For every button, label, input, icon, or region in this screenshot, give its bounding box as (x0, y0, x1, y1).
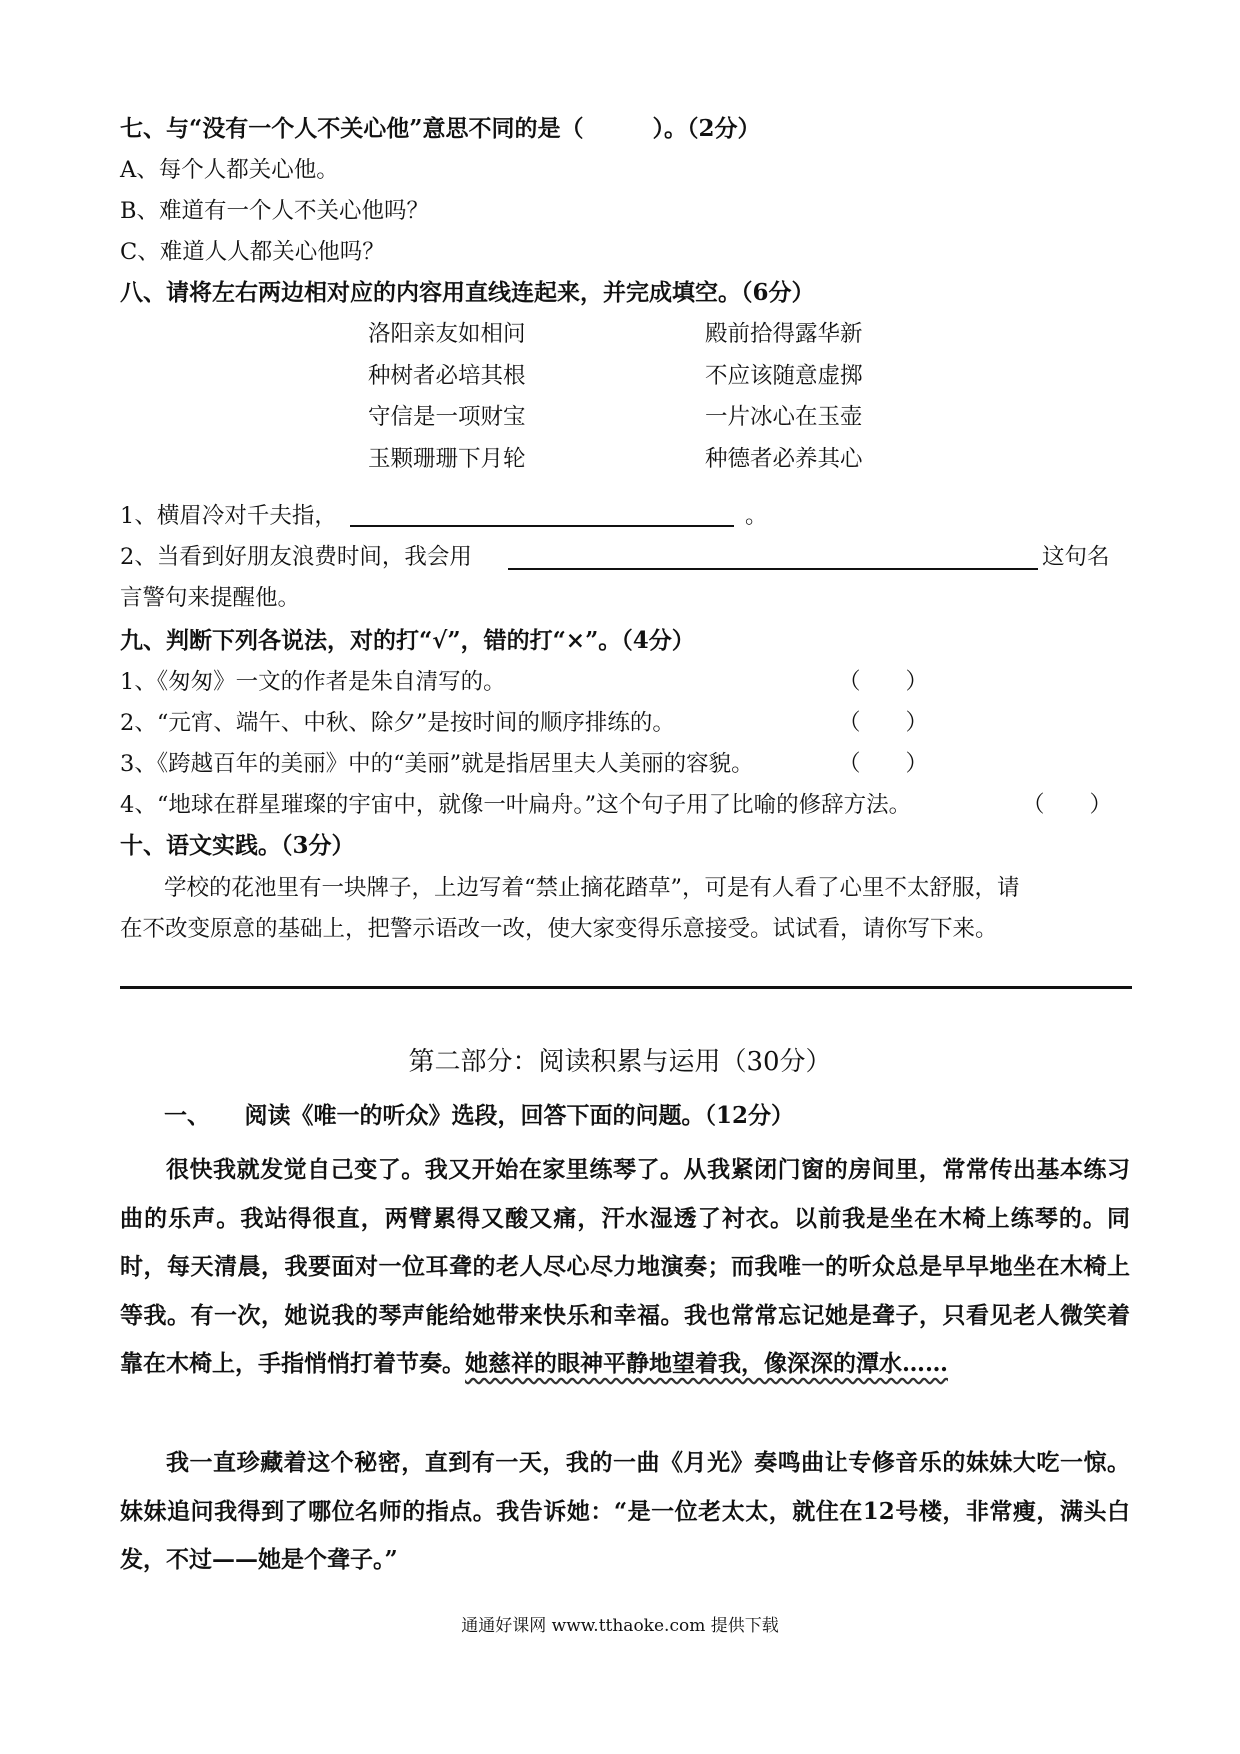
fill-2-continuation: 言警句来提醒他。 (120, 585, 301, 611)
q9-answer-3[interactable]: （ ） (838, 751, 929, 777)
fill-2-suffix: 这句名 (1042, 544, 1110, 570)
fill-1-suffix: 。 (745, 503, 768, 529)
fill-1-prefix: 1、横眉冷对千夫指， (120, 503, 337, 529)
q9-item-2: 2、“元宵、端午、中秋、除夕”是按时间的顺序排练的。 (120, 710, 675, 736)
fill-2-prefix: 2、当看到好朋友浪费时间，我会用 (120, 544, 472, 570)
match-left-2: 种树者必培其根 (368, 363, 526, 389)
answer-line[interactable] (120, 986, 1132, 989)
q7-option-c: C、难道人人都关心他吗？ (120, 239, 385, 265)
fill-1-blank[interactable] (350, 503, 734, 527)
fill-2-blank[interactable] (508, 546, 1038, 570)
q9-answer-1[interactable]: （ ） (838, 669, 929, 695)
q9-title: 九、判断下列各说法，对的打“√”，错的打“×”。（4分） (120, 627, 695, 654)
match-left-4: 玉颗珊珊下月轮 (368, 446, 526, 472)
reading-paragraph-2: 我一直珍藏着这个秘密，直到有一天，我的一曲《月光》奏鸣曲让专修音乐的妹妹大吃一惊。妹妹追问我得到了哪位名师的指点。我告诉她：“是一位老太太，就住在12号楼，非常瘦，满头白发，不过——她是个聋子。” (120, 1449, 1130, 1574)
match-right-4: 种德者必养其心 (705, 446, 863, 472)
part2-q1-title: 一、 阅读《唯一的听众》选段，回答下面的问题。（12分） (164, 1102, 795, 1129)
underlined-sentence: 她慈祥的眼神平静地望着我，像深深的潭水…… (465, 1350, 948, 1378)
q10-title: 十、语文实践。（3分） (120, 832, 355, 859)
q9-item-1: 1、《匆匆》一文的作者是朱自清写的。 (120, 669, 506, 695)
q7-option-b: B、难道有一个人不关心他吗？ (120, 198, 430, 224)
q9-answer-4[interactable]: （ ） (1022, 792, 1113, 818)
q9-item-3: 3、《跨越百年的美丽》中的“美丽”就是指居里夫人美丽的容貌。 (120, 751, 754, 777)
q9-answer-2[interactable]: （ ） (838, 710, 929, 736)
q7-option-a: A、每个人都关心他。 (120, 157, 339, 183)
match-right-1: 殿前拾得露华新 (705, 321, 863, 347)
footer-text: 通通好课网 www.tthaoke.com 提供下载 (461, 1616, 779, 1636)
paragraph-1-text: 很快我就发觉自己变了。我又开始在家里练琴了。从我紧闭门窗的房间里，常常传出基本练习曲的乐声。我站得很直，两臂累得又酸又痛，汗水湿透了衬衣。以前我是坐在木椅上练琴的。同时，每天清晨，我要面对一位耳聋的老人尽心尽力地演奏；而我唯一的听众总是早早地坐在木椅上等我。有一次，她说我的琴声能给她带来快乐和幸福。我也常常忘记她是聋子，只看见老人微笑着靠在木椅上，手指悄悄打着节奏。 (120, 1156, 1130, 1378)
match-right-3: 一片冰心在玉壶 (705, 404, 863, 430)
match-right-2: 不应该随意虚掷 (705, 363, 863, 389)
match-left-1: 洛阳亲友如相问 (368, 321, 526, 347)
q8-title: 八、请将左右两边相对应的内容用直线连起来，并完成填空。（6分） (120, 279, 815, 306)
q7-title: 七、与“没有一个人不关心他”意思不同的是（ ）。（2分） (120, 115, 761, 142)
reading-paragraph-1 (120, 1146, 1130, 1389)
q9-item-4: 4、“地球在群星璀璨的宇宙中，就像一叶扁舟。”这个句子用了比喻的修辞方法。 (120, 792, 912, 818)
q10-line-2: 在不改变原意的基础上，把警示语改一改，使大家变得乐意接受。试试看，请你写下来。 (120, 916, 998, 942)
q10-line-1: 学校的花池里有一块牌子，上边写着“禁止摘花踏草”，可是有人看了心里不太舒服，请 (164, 875, 1020, 901)
match-left-3: 守信是一项财宝 (368, 404, 526, 430)
part2-title: 第二部分：阅读积累与运用（30分） (408, 1047, 832, 1077)
